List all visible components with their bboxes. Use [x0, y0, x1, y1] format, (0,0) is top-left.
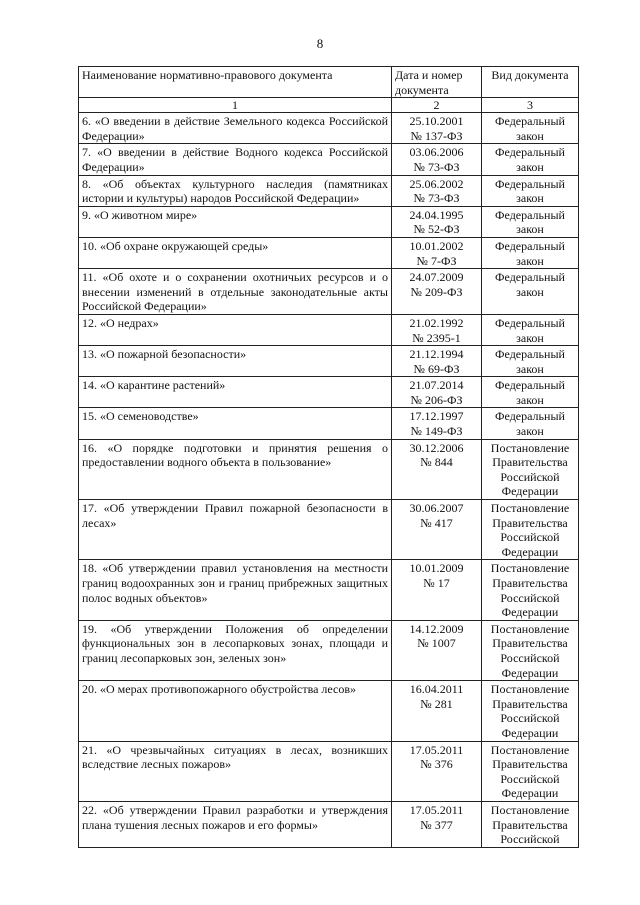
- document-type-line: Постановление: [490, 742, 570, 757]
- document-type-line: Федеральный: [495, 238, 565, 253]
- document-name-cell: 6. «О введении в действие Земельного кодекса Российской Федерации»: [79, 113, 392, 144]
- document-date: 17.05.2011: [409, 742, 464, 757]
- document-type-line: закон: [516, 361, 544, 376]
- table-row: [79, 377, 579, 408]
- document-type-line: Федеральный: [495, 176, 565, 191]
- document-name-cell: 12. «О недрах»: [79, 314, 392, 345]
- document-number: № 209-ФЗ: [410, 284, 463, 299]
- document-type-line: закон: [516, 330, 544, 345]
- document-number: № 281: [420, 696, 453, 711]
- date-number-cell: [392, 377, 482, 408]
- document-type-cell: [482, 237, 579, 268]
- date-number-cell: [392, 269, 482, 315]
- document-number: № 73-ФЗ: [413, 159, 460, 174]
- document-type-line: Российской: [500, 771, 560, 786]
- document-number: № 377: [420, 817, 453, 832]
- document-type-cell: [482, 314, 579, 345]
- table-header-row: [79, 67, 579, 98]
- document-type-line: Постановление: [490, 621, 570, 636]
- document-name-cell: 9. «О животном мире»: [79, 206, 392, 237]
- column-number-1: 1: [79, 98, 392, 113]
- document-type-line: Федеральный: [495, 207, 565, 222]
- document-type-cell: [482, 681, 579, 741]
- date-number-cell: [392, 175, 482, 206]
- document-type-line: закон: [516, 392, 544, 407]
- date-number-cell: [392, 206, 482, 237]
- date-number-cell: [392, 346, 482, 377]
- document-type-line: Правительства: [492, 576, 568, 590]
- document-type-line: Федерации: [501, 605, 559, 620]
- column-number-row: [79, 98, 579, 113]
- document-number: № 7-ФЗ: [416, 253, 457, 268]
- document-type-cell: [482, 175, 579, 206]
- document-date: 10.01.2002: [409, 238, 464, 253]
- date-number-cell: [392, 144, 482, 175]
- document-type-line: закон: [516, 159, 544, 174]
- document-type-line: Постановление: [490, 440, 570, 455]
- document-name-cell: 20. «О мерах противопожарного обустройства лесов»: [79, 681, 392, 741]
- document-type-cell: [482, 741, 579, 801]
- document-date: 17.05.2011: [409, 802, 464, 817]
- table-row: [79, 144, 579, 175]
- document-type-line: Российской: [500, 530, 560, 545]
- column-number-2: 2: [392, 98, 482, 113]
- document-type-line: Правительства: [492, 636, 568, 651]
- document-number: № 149-ФЗ: [410, 424, 463, 439]
- document-type-line: закон: [516, 128, 544, 143]
- document-number: № 376: [420, 757, 453, 772]
- document-type-line: закон: [516, 222, 544, 237]
- date-number-cell: [392, 560, 482, 620]
- document-type-line: Постановление: [490, 501, 570, 516]
- document-date: 21.07.2014: [409, 378, 464, 393]
- document-name-cell: 11. «Об охоте и о сохранении охотничьих ресурсов и о внесении изменений в отдельные законодательные акты Российской Федерации»: [79, 269, 392, 315]
- document-type-cell: [482, 408, 579, 439]
- document-type-line: закон: [516, 253, 544, 268]
- table-row: [79, 408, 579, 439]
- document-type-line: Постановление: [490, 802, 570, 817]
- document-name-cell: 17. «Об утверждении Правил пожарной безопасности в лесах»: [79, 500, 392, 560]
- date-number-cell: [392, 741, 482, 801]
- table-row: [79, 346, 579, 377]
- document-name-cell: 19. «Об утверждении Положения об определении функциональных зон в лесопарковых зонах, площади и границ лесопарковых зон, зеленых зон»: [79, 620, 392, 680]
- document-type-cell: [482, 269, 579, 315]
- document-type-line: Федеральный: [495, 409, 565, 424]
- document-date: 25.10.2001: [409, 114, 464, 129]
- document-type-line: Правительства: [492, 515, 568, 530]
- document-type-line: Федеральный: [495, 378, 565, 393]
- document-name-cell: 14. «О карантине растений»: [79, 377, 392, 408]
- document-date: 14.12.2009: [409, 621, 464, 636]
- table-row: [79, 620, 579, 680]
- header-document-type: Вид документа: [482, 67, 579, 98]
- document-type-cell: [482, 500, 579, 560]
- document-type-line: Федеральный: [495, 315, 565, 330]
- document-type-line: Правительства: [492, 757, 568, 772]
- document-type-line: Российской: [500, 650, 560, 665]
- document-name-cell: 7. «О введении в действие Водного кодекса Российской Федерации»: [79, 144, 392, 175]
- document-type-line: Правительства: [492, 696, 568, 711]
- document-date: 10.01.2009: [409, 561, 464, 576]
- document-type-cell: [482, 113, 579, 144]
- document-name-cell: 8. «Об объектах культурного наследия (памятниках истории и культуры) народов Российской Федерации»: [79, 175, 392, 206]
- table-row: [79, 206, 579, 237]
- document-name-cell: 21. «О чрезвычайных ситуациях в лесах, возникших вследствие лесных пожаров»: [79, 741, 392, 801]
- document-type-cell: [482, 144, 579, 175]
- date-number-cell: [392, 314, 482, 345]
- header-date-number: Дата и номер документа: [392, 67, 482, 98]
- table-row: [79, 801, 579, 847]
- document-number: № 52-ФЗ: [413, 222, 460, 237]
- document-type-line: Федерации: [501, 484, 559, 499]
- document-type-line: Правительства: [492, 455, 568, 470]
- document-type-line: Российской: [500, 469, 560, 484]
- document-type-line: Федеральный: [495, 270, 565, 285]
- date-number-cell: [392, 237, 482, 268]
- date-number-cell: [392, 681, 482, 741]
- document-type-line: Постановление: [490, 682, 570, 697]
- document-type-line: Федеральный: [495, 145, 565, 160]
- document-type-line: Российской: [500, 832, 560, 847]
- table-row: [79, 237, 579, 268]
- document-date: 25.06.2002: [409, 176, 464, 191]
- document-date: 30.12.2006: [409, 440, 464, 455]
- document-number: № 17: [423, 576, 450, 590]
- document-type-cell: [482, 801, 579, 847]
- table-row: [79, 500, 579, 560]
- table-row: [79, 175, 579, 206]
- table-row: [79, 314, 579, 345]
- table-body: [79, 113, 579, 848]
- document-type-cell: [482, 377, 579, 408]
- document-name-cell: 13. «О пожарной безопасности»: [79, 346, 392, 377]
- document-type-line: Постановление: [490, 561, 570, 576]
- document-date: 30.06.2007: [409, 501, 464, 516]
- document-type-cell: [482, 346, 579, 377]
- legal-documents-table: [78, 66, 579, 848]
- date-number-cell: [392, 801, 482, 847]
- document-date: 16.04.2011: [409, 682, 464, 697]
- document-type-line: Российской: [500, 711, 560, 726]
- document-type-cell: [482, 206, 579, 237]
- document-number: № 1007: [417, 636, 456, 651]
- document-type-line: закон: [516, 284, 544, 299]
- header-document-name: Наименование нормативно-правового документа: [79, 67, 392, 98]
- table-row: [79, 560, 579, 620]
- date-number-cell: [392, 500, 482, 560]
- document-name-cell: 15. «О семеноводстве»: [79, 408, 392, 439]
- document-type-line: Федерации: [501, 665, 559, 680]
- table-row: [79, 439, 579, 499]
- document-name-cell: 18. «Об утверждении правил установления на местности границ водоохранных зон и границ прибрежных защитных полос водных объектов»: [79, 560, 392, 620]
- document-date: 24.07.2009: [409, 270, 464, 285]
- document-type-line: Федерации: [501, 725, 559, 740]
- document-date: 21.02.1992: [409, 315, 464, 330]
- document-number: № 73-ФЗ: [413, 191, 460, 206]
- document-number: № 69-ФЗ: [413, 361, 460, 376]
- document-number: № 2395-1: [412, 330, 461, 345]
- document-type-cell: [482, 560, 579, 620]
- date-number-cell: [392, 620, 482, 680]
- document-date: 03.06.2006: [409, 145, 464, 160]
- table-row: [79, 681, 579, 741]
- document-number: № 137-ФЗ: [410, 128, 463, 143]
- document-number: № 206-ФЗ: [410, 392, 463, 407]
- document-number: № 417: [420, 515, 453, 530]
- document-type-line: Российской: [500, 590, 560, 605]
- document-name-cell: 22. «Об утверждении Правил разработки и утверждения плана тушения лесных пожаров и его формы»: [79, 801, 392, 847]
- document-name-cell: 16. «О порядке подготовки и принятия решения о предоставлении водного объекта в пользование»: [79, 439, 392, 499]
- document-type-cell: [482, 439, 579, 499]
- date-number-cell: [392, 408, 482, 439]
- document-date: 24.04.1995: [409, 207, 464, 222]
- document-type-line: Федеральный: [495, 347, 565, 362]
- column-number-3: 3: [482, 98, 579, 113]
- document-date: 17.12.1997: [409, 409, 464, 424]
- document-type-line: закон: [516, 424, 544, 439]
- document-date: 21.12.1994: [409, 347, 464, 362]
- page-number: 8: [316, 36, 324, 51]
- document-type-line: Правительства: [492, 817, 568, 832]
- document-type-line: Федеральный: [495, 114, 565, 129]
- document-type-line: Федерации: [501, 786, 559, 801]
- table-row: [79, 269, 579, 315]
- document-type-cell: [482, 620, 579, 680]
- document-name-cell: 10. «Об охране окружающей среды»: [79, 237, 392, 268]
- date-number-cell: [392, 439, 482, 499]
- table-row: [79, 741, 579, 801]
- document-type-line: Федерации: [501, 544, 559, 559]
- document-number: № 844: [420, 455, 453, 470]
- document-type-line: закон: [516, 191, 544, 206]
- date-number-cell: [392, 113, 482, 144]
- table-row: [79, 113, 579, 144]
